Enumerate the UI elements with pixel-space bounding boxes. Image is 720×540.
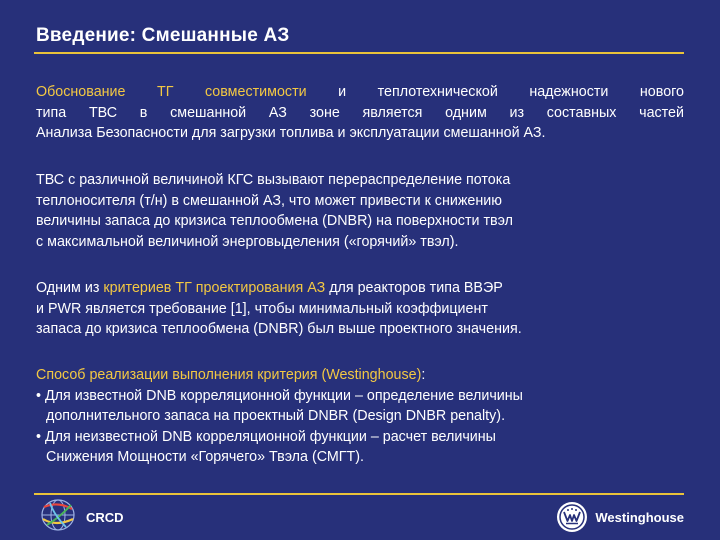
p1-line-1-rest: и теплотехнической надежности нового <box>306 84 684 100</box>
p3-line-1 <box>36 278 684 299</box>
footer-left <box>38 499 124 535</box>
paragraph-westinghouse-method <box>36 365 684 468</box>
westinghouse-label: Westinghouse <box>595 509 684 525</box>
p1-line-1 <box>36 82 684 103</box>
westinghouse-logo-icon <box>557 502 587 532</box>
crcd-label: CRCD <box>86 509 124 525</box>
p1-highlight: Обоснование ТГ совместимости <box>36 84 307 100</box>
p2-line-4: с максимальной величиной энерговыделения («горячий» твэл). <box>36 233 459 250</box>
p2-line-3: величины запаса до кризиса теплообмена (DNBR) на поверхности твэл <box>36 213 513 229</box>
p3-line-3: запаса до кризиса теплообмена (DNBR) был выше проектного значения. <box>36 321 522 337</box>
bullet-1-line-1: • Для известной DNB корреляционной функции – определение величины <box>36 387 523 404</box>
p2-line-2: теплоносителя (т/н) в смешанной АЗ, что может привести к снижению <box>36 192 502 209</box>
paragraph-flow-redistribution <box>36 170 684 252</box>
p3-line-1-post: для реакторов типа ВВЭР <box>325 280 503 296</box>
paragraph-justification <box>36 82 684 144</box>
bullet-1-line-2: дополнительного запаса на проектный DNBR (Design DNBR penalty). <box>46 408 506 424</box>
title-divider <box>34 52 684 54</box>
p2-line-1: ТВС с различной величиной КГС вызывают перераспределение потока <box>36 172 511 188</box>
paragraph-design-criteria <box>36 278 684 340</box>
footer-right <box>557 499 684 535</box>
p3-line-2: и PWR является требование [1], чтобы минимальный коэффициент <box>36 300 488 317</box>
slide-title: Введение: Смешанные АЗ <box>36 25 290 46</box>
crcd-logo-icon <box>38 497 78 538</box>
p4-heading-text: Способ реализации выполнения критерия (Westinghouse) <box>36 367 422 383</box>
p3-highlight: критериев ТГ проектирования АЗ <box>103 280 326 296</box>
p1-line-2: типа ТВС в смешанной АЗ зоне является одним из составных частей <box>36 104 684 121</box>
p4-heading <box>36 365 684 386</box>
bullet-2-line-1: • Для неизвестной DNB корреляционной функции – расчет величины <box>36 428 496 445</box>
p3-line-1-pre: Одним из <box>36 280 104 296</box>
p1-line-3: Анализа Безопасности для загрузки топлива и эксплуатации смешанной АЗ. <box>36 125 546 141</box>
footer-divider <box>34 493 684 495</box>
p4-heading-colon: : <box>421 367 426 383</box>
bullet-2-line-2: Снижения Мощности «Горячего» Твэла (СМГТ). <box>46 449 364 465</box>
